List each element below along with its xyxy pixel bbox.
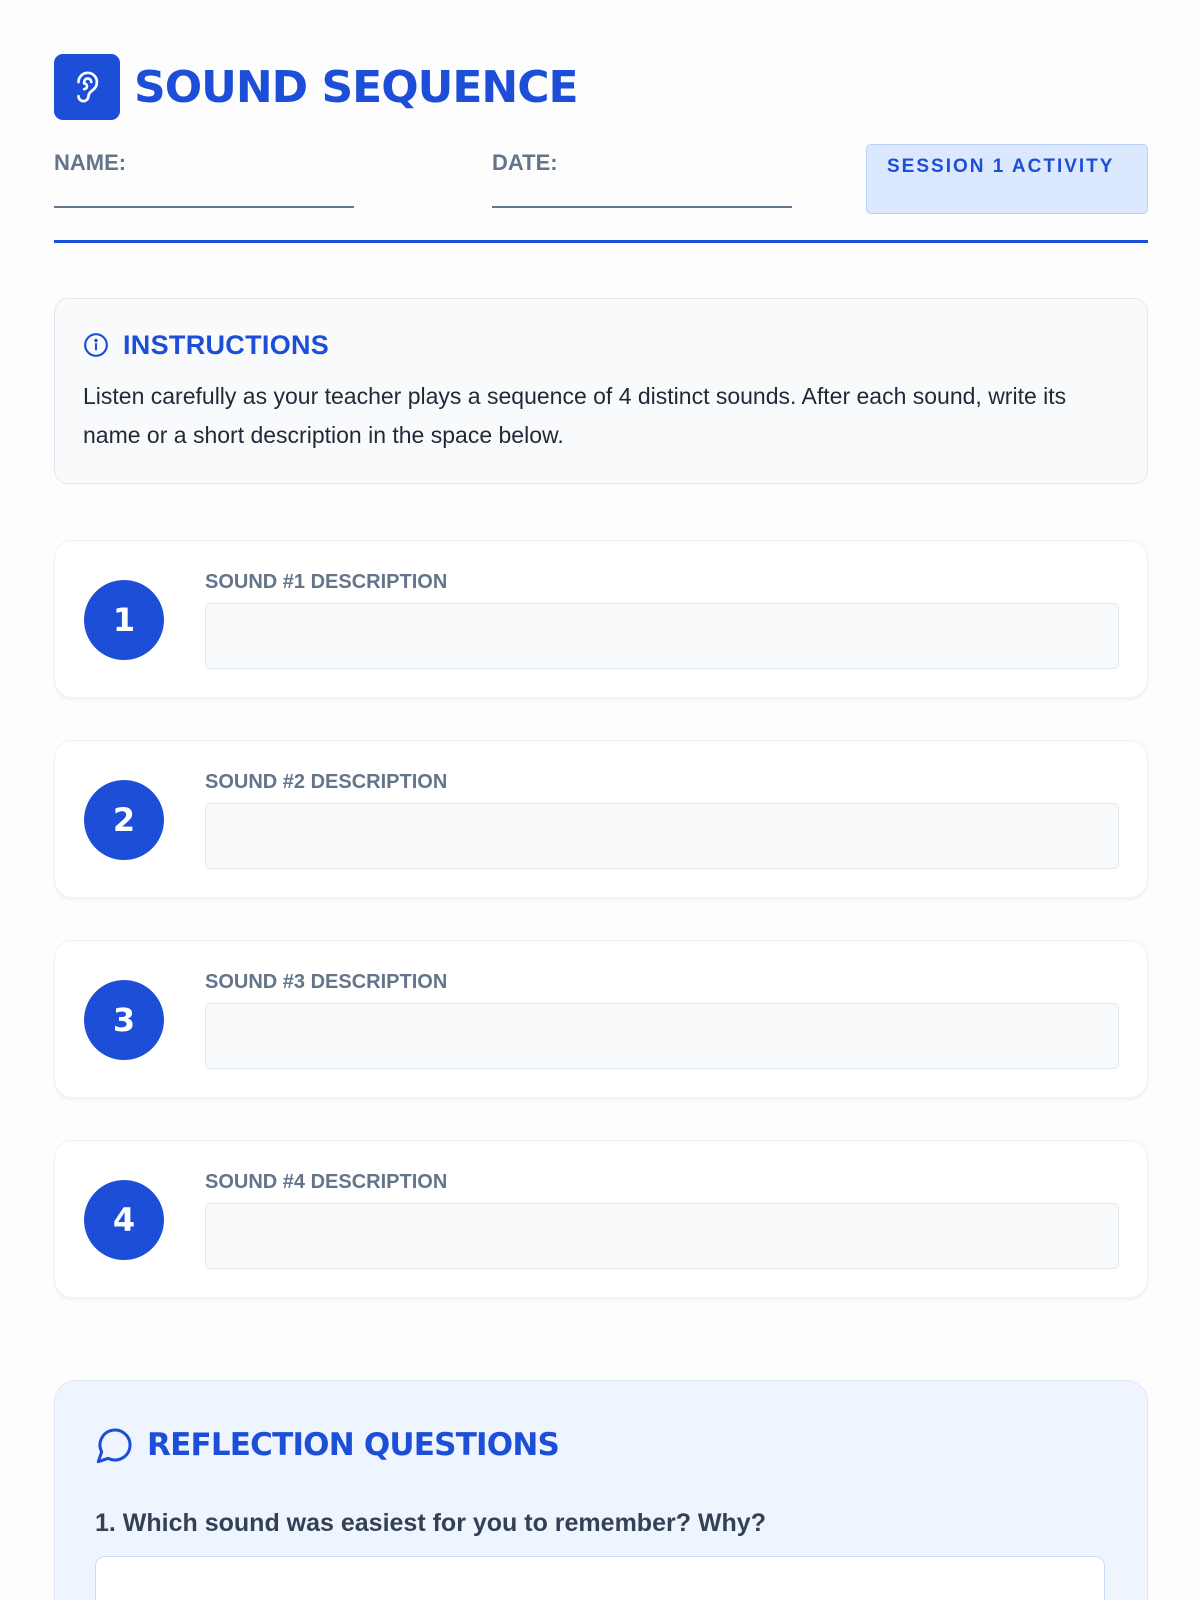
instructions-title: INSTRUCTIONS	[123, 329, 330, 360]
sound-number-badge: 3	[84, 980, 164, 1060]
date-label: DATE:	[492, 150, 558, 175]
info-icon	[83, 332, 109, 358]
sound-card	[54, 740, 1148, 898]
reflection-answer-field[interactable]	[95, 1556, 1105, 1600]
sound-label: SOUND #2 DESCRIPTION	[205, 771, 448, 793]
reflection-panel	[54, 1380, 1148, 1600]
instructions-panel	[54, 298, 1148, 484]
header-divider	[54, 240, 1148, 243]
name-line[interactable]	[54, 186, 354, 208]
sound-3-description-input[interactable]	[205, 1003, 1119, 1069]
sound-number-badge: 1	[84, 580, 164, 660]
date-line[interactable]	[492, 186, 792, 208]
session-badge: SESSION 1 ACTIVITY	[866, 144, 1148, 214]
logo	[54, 54, 120, 120]
speech-bubble-icon	[95, 1425, 135, 1465]
date-field[interactable]	[492, 150, 792, 208]
sound-2-description-input[interactable]	[205, 803, 1119, 869]
sound-label: SOUND #1 DESCRIPTION	[205, 571, 448, 593]
ear-icon	[70, 68, 104, 106]
sound-card	[54, 1140, 1148, 1298]
header	[54, 54, 578, 120]
sound-label: SOUND #3 DESCRIPTION	[205, 971, 448, 993]
name-label: NAME:	[54, 150, 127, 175]
page-title: SOUND SEQUENCE	[134, 61, 578, 113]
sound-card	[54, 540, 1148, 698]
reflection-question: 1. Which sound was easiest for you to remember? Why?	[95, 1509, 766, 1537]
sound-card	[54, 940, 1148, 1098]
sound-1-description-input[interactable]	[205, 603, 1119, 669]
name-field[interactable]	[54, 150, 354, 208]
instructions-text: Listen carefully as your teacher plays a sequence of 4 distinct sounds. After each sound, write its name or a short description in the space below.	[83, 383, 1067, 448]
sound-4-description-input[interactable]	[205, 1203, 1119, 1269]
sound-number-badge: 4	[84, 1180, 164, 1260]
sound-number-badge: 2	[84, 780, 164, 860]
reflection-title: REFLECTION QUESTIONS	[147, 1427, 560, 1463]
student-info	[54, 144, 1148, 214]
sound-label: SOUND #4 DESCRIPTION	[205, 1171, 448, 1193]
